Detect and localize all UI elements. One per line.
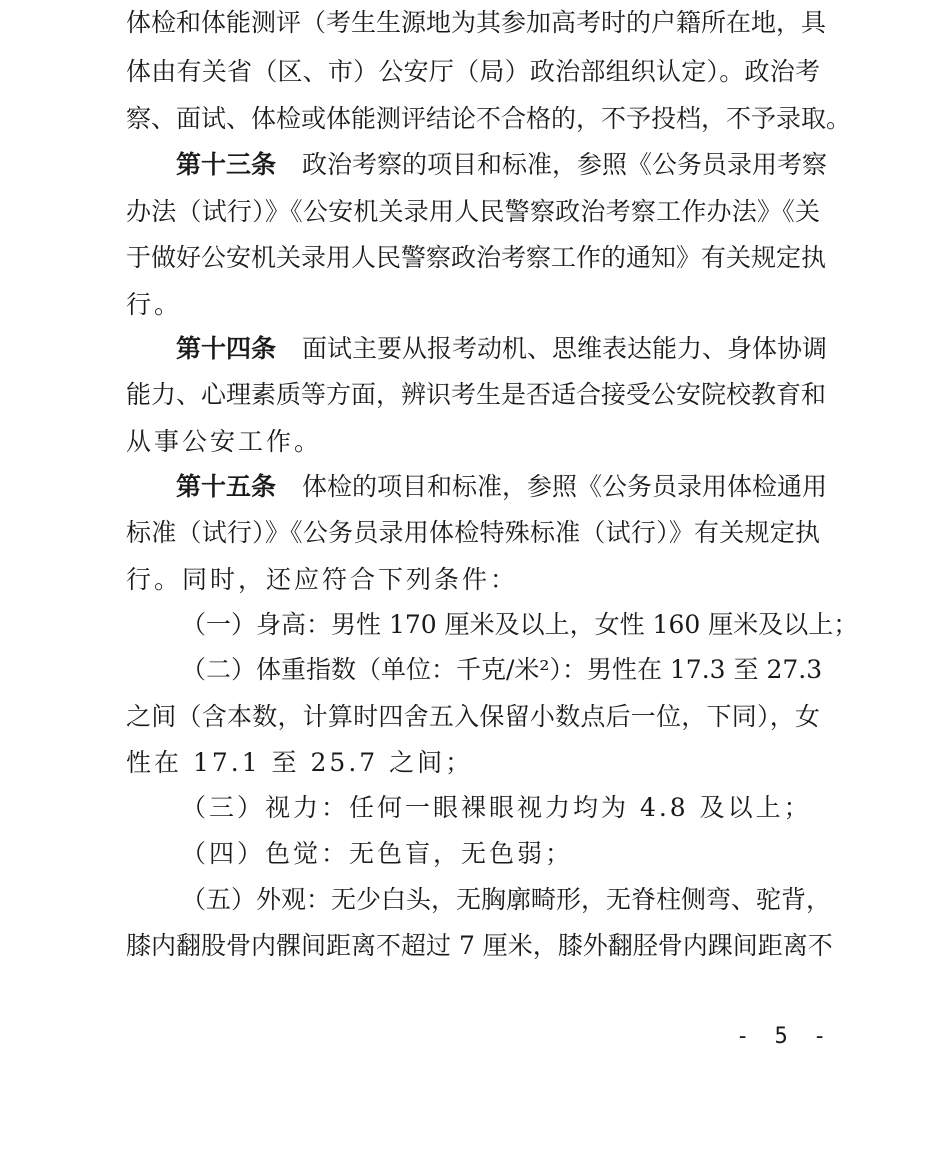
article-13-heading: 第十三条	[176, 150, 277, 179]
list-item-height: （一）身高：男性 170 厘米及以上，女性 160 厘米及以上；	[181, 610, 859, 639]
paragraph-line: 办法（试行）》《公安机关录用人民警察政治考察工作办法》《关	[126, 197, 820, 226]
article-13-first-line	[176, 150, 828, 180]
article-15-heading: 第十五条	[176, 472, 277, 501]
article-15-first-line	[176, 472, 828, 502]
page-number: - 5 -	[736, 1024, 833, 1049]
paragraph-line: 体检和体能测评（考生生源地为其参加高考时的户籍所在地，具	[126, 8, 827, 37]
paragraph-line: 行。	[126, 290, 183, 319]
paragraph-line: 体由有关省（区、市）公安厅（局）政治部组织认定）。政治考	[126, 57, 820, 86]
paragraph-line: 于做好公安机关录用人民警察政治考察工作的通知》有关规定执	[126, 243, 827, 272]
article-13-text: 政治考察的项目和标准，参照《公务员录用考察	[302, 150, 828, 179]
paragraph-line: 行。同时，还应符合下列条件：	[126, 565, 519, 594]
list-item-color-vision: （四）色觉：无色盲，无色弱；	[181, 839, 574, 868]
paragraph-line: 膝内翻股骨内髁间距离不超过 7 厘米，膝外翻胫骨内踝间距离不	[126, 931, 833, 960]
article-14-heading: 第十四条	[176, 334, 277, 363]
paragraph-line: 察、面试、体检或体能测评结论不合格的，不予投档，不予录取。	[126, 104, 852, 133]
paragraph-line: 标准（试行）》《公务员录用体检特殊标准（试行）》有关规定执	[126, 518, 820, 547]
paragraph-line: 从事公安工作。	[126, 427, 323, 456]
list-item-vision: （三）视力：任何一眼裸眼视力均为 4.8 及以上；	[181, 793, 812, 822]
paragraph-line: 之间（含本数，计算时四舍五入保留小数点后一位，下同），女	[126, 702, 820, 731]
article-14-first-line	[176, 334, 828, 364]
paragraph-line: 性在 17.1 至 25.7 之间；	[126, 748, 474, 777]
list-item-bmi: （二）体重指数（单位：千克/米²）：男性在 17.3 至 27.3	[181, 655, 823, 684]
article-15-text: 体检的项目和标准，参照《公务员录用体检通用	[302, 472, 828, 501]
paragraph-line: 能力、心理素质等方面，辨识考生是否适合接受公安院校教育和	[126, 380, 827, 409]
list-item-appearance: （五）外观：无少白头，无胸廓畸形，无脊柱侧弯、驼背，	[181, 885, 832, 914]
article-14-text: 面试主要从报考动机、思维表达能力、身体协调	[302, 334, 828, 363]
